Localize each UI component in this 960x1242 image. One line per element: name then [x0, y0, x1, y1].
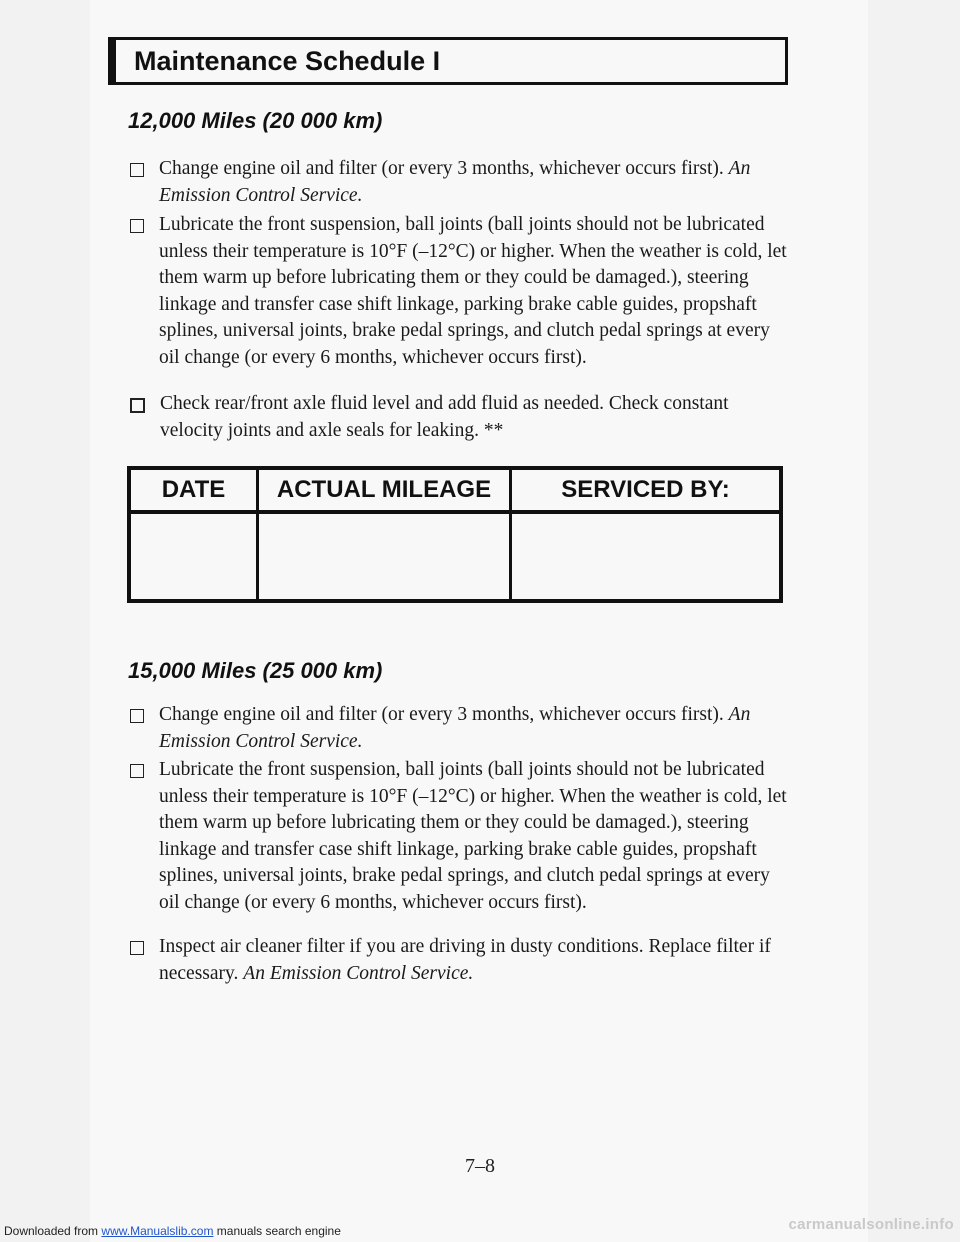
- checklist-item-text: Lubricate the front suspension, ball joints (ball joints should not be lubricated unless their temperature is 10°F (–12°C) or higher. When the weather is cold, let them warm up before lubricating them or they could be damaged.), steering linkage and transfer case shift linkage, parking brake cable guides, propshaft splines, universal joints, brake pedal springs, and clutch pedal springs at every oil change (or every 6 months, whichever occurs first).: [159, 214, 787, 368]
- serviced-by-cell[interactable]: [509, 514, 779, 599]
- date-cell[interactable]: [131, 514, 256, 599]
- checklist-item[interactable]: [130, 757, 790, 916]
- site-watermark: carmanualsonline.info: [788, 1216, 954, 1233]
- column-header-actual-mileage: ACTUAL MILEAGE: [256, 470, 509, 514]
- manualslib-link[interactable]: www.Manualslib.com: [101, 1224, 214, 1238]
- checkbox-icon[interactable]: [130, 219, 144, 233]
- checklist-item-text: Change engine oil and filter (or every 3 months, whichever occurs first). An Emission Control Service.: [159, 704, 751, 752]
- service-record-table: [127, 466, 783, 603]
- page-title: [108, 37, 788, 85]
- actual-mileage-cell[interactable]: [256, 514, 509, 599]
- section-heading-15000: 15,000 Miles (25 000 km): [128, 658, 383, 683]
- checkbox-icon[interactable]: [130, 709, 144, 723]
- download-watermark: Downloaded from www.Manualslib.com manuals search engine: [4, 1224, 341, 1238]
- checklist-item[interactable]: [130, 391, 790, 444]
- section-heading-12000: 12,000 Miles (20 000 km): [128, 108, 383, 133]
- checkbox-icon[interactable]: [130, 398, 145, 413]
- checkbox-icon[interactable]: [130, 941, 144, 955]
- checklist-item[interactable]: [130, 934, 790, 987]
- page-title-text: Maintenance Schedule I: [134, 45, 441, 76]
- column-header-serviced-by: SERVICED BY:: [509, 470, 779, 514]
- checklist-item-text: Change engine oil and filter (or every 3 months, whichever occurs first). An Emission Control Service.: [159, 158, 751, 206]
- checklist-item-text: Check rear/front axle fluid level and add fluid as needed. Check constant velocity joints and axle seals for leaking. **: [160, 393, 729, 441]
- checklist-item-text: Lubricate the front suspension, ball joints (ball joints should not be lubricated unless their temperature is 10°F (–12°C) or higher. When the weather is cold, let them warm up before lubricating them or they could be damaged.), steering linkage and transfer case shift linkage, parking brake cable guides, propshaft splines, universal joints, brake pedal springs, and clutch pedal springs at every oil change (or every 6 months, whichever occurs first).: [159, 759, 787, 913]
- checklist-item[interactable]: [130, 702, 790, 755]
- checkbox-icon[interactable]: [130, 764, 144, 778]
- checklist-item[interactable]: [130, 156, 790, 209]
- checklist-item[interactable]: [130, 212, 790, 371]
- column-header-date: DATE: [131, 470, 256, 514]
- checklist-item-text: Inspect air cleaner filter if you are driving in dusty conditions. Replace filter if necessary. An Emission Control Service.: [159, 936, 771, 984]
- page-number: 7–8: [465, 1155, 495, 1177]
- checkbox-icon[interactable]: [130, 163, 144, 177]
